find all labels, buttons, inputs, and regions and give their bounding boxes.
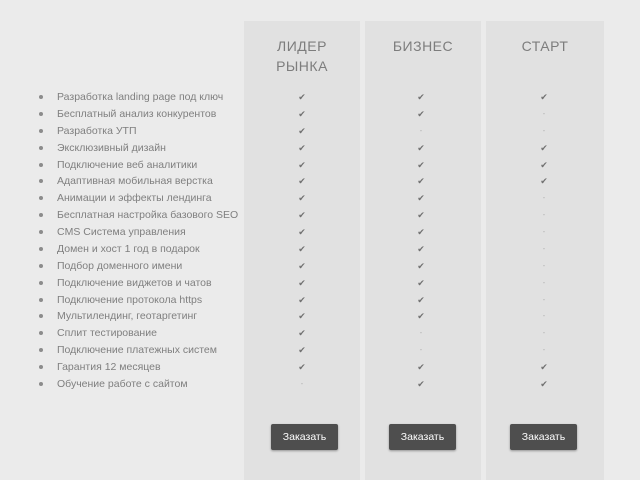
check-icon: ✔ <box>540 378 548 389</box>
check-icon: ✔ <box>540 142 548 153</box>
bullet-icon <box>39 163 43 167</box>
plan-title-leader-line1: ЛИДЕР <box>277 38 327 54</box>
check-icon: ✔ <box>298 176 306 187</box>
feature-item <box>34 157 238 174</box>
feature-label: Эксклюзивный дизайн <box>57 141 166 154</box>
order-button-business[interactable]: Заказать <box>389 424 456 450</box>
plan-title-start: СТАРТ <box>521 38 569 54</box>
check-icon: ✔ <box>298 108 306 119</box>
dash-icon: - <box>542 210 546 220</box>
bullet-icon <box>39 314 43 318</box>
feature-item <box>34 173 238 190</box>
check-icon: ✔ <box>417 362 425 372</box>
bullet-icon <box>39 348 43 352</box>
check-icon: ✔ <box>298 260 306 271</box>
check-icon: ✔ <box>298 243 306 254</box>
feature-label: Подключение платежных систем <box>57 344 217 357</box>
feature-item <box>34 359 238 376</box>
feature-label: Анимации и эффекты лендинга <box>57 192 212 205</box>
feature-item <box>34 224 238 241</box>
check-icon: ✔ <box>298 362 306 372</box>
dash-icon: - <box>542 227 546 236</box>
check-icon: ✔ <box>298 311 306 322</box>
dash-icon: - <box>542 260 546 270</box>
check-icon: ✔ <box>417 176 425 187</box>
feature-item <box>34 325 238 342</box>
feature-label: Домен и хост 1 год в подарок <box>57 242 200 255</box>
dash-icon: - <box>542 277 546 287</box>
dash-icon: - <box>542 193 546 203</box>
check-icon: ✔ <box>417 311 425 322</box>
feature-item <box>34 308 238 325</box>
feature-item <box>34 241 238 258</box>
check-icon: ✔ <box>417 260 425 271</box>
bullet-icon <box>39 129 43 133</box>
check-icon: ✔ <box>417 294 425 305</box>
check-icon: ✔ <box>540 159 548 170</box>
dash-icon: - <box>419 345 423 355</box>
check-icon: ✔ <box>417 378 425 389</box>
feature-item <box>34 376 238 393</box>
bullet-icon <box>39 230 43 234</box>
check-icon: ✔ <box>417 142 425 153</box>
check-icon: ✔ <box>298 277 306 288</box>
check-icon: ✔ <box>540 362 548 372</box>
feature-label: Подключение веб аналитики <box>57 158 198 171</box>
dash-icon: - <box>542 108 546 118</box>
check-icon: ✔ <box>417 243 425 254</box>
feature-item <box>34 190 238 207</box>
feature-item <box>34 106 238 123</box>
dash-icon: - <box>542 294 546 304</box>
check-icon: ✔ <box>298 193 306 204</box>
feature-label: Бесплатная настройка базового SEO <box>57 209 239 222</box>
dash-icon: - <box>419 328 423 338</box>
bullet-icon <box>39 382 43 386</box>
order-button-leader[interactable]: Заказать <box>271 424 338 450</box>
feature-label: Подбор доменного имени <box>57 259 183 272</box>
feature-item <box>34 89 238 106</box>
dash-icon: - <box>419 125 423 135</box>
plan-title-business: БИЗНЕС <box>392 38 454 54</box>
check-icon: ✔ <box>417 277 425 288</box>
dash-icon: - <box>542 125 546 135</box>
order-button-start[interactable]: Заказать <box>510 424 577 450</box>
feature-label: Обучение работе с сайтом <box>57 377 188 390</box>
feature-label: CMS Система управления <box>57 226 186 238</box>
dash-icon: - <box>300 378 304 388</box>
feature-item <box>34 140 238 157</box>
check-icon: ✔ <box>298 159 306 170</box>
check-icon: ✔ <box>298 125 306 136</box>
feature-item <box>34 342 238 359</box>
plan-title-leader <box>244 36 360 76</box>
bullet-icon <box>39 331 43 335</box>
check-icon: ✔ <box>298 227 306 237</box>
check-icon: ✔ <box>417 210 425 221</box>
dash-icon: - <box>542 328 546 338</box>
bullet-icon <box>39 264 43 268</box>
feature-label: Подключение виджетов и чатов <box>57 276 212 289</box>
check-icon: ✔ <box>298 92 306 102</box>
bullet-icon <box>39 281 43 285</box>
feature-label: Подключение протокола https <box>57 293 203 306</box>
check-icon: ✔ <box>417 193 425 204</box>
feature-label: Разработка УТП <box>57 124 137 137</box>
feature-label: Сплит тестирование <box>57 327 157 340</box>
bullet-icon <box>39 95 43 99</box>
feature-label: Адаптивная мобильная верстка <box>57 175 213 188</box>
dash-icon: - <box>542 311 546 321</box>
bullet-icon <box>39 247 43 251</box>
feature-item <box>34 123 238 140</box>
feature-list <box>34 89 238 393</box>
dash-icon: - <box>542 243 546 253</box>
bullet-icon <box>39 365 43 369</box>
feature-item <box>34 275 238 292</box>
check-icon: ✔ <box>417 92 425 102</box>
feature-label: Мультилендинг, геотаргетинг <box>57 310 198 323</box>
bullet-icon <box>39 213 43 217</box>
feature-label: Гарантия 12 месяцев <box>57 361 161 373</box>
feature-item <box>34 258 238 275</box>
plan-title-leader-line2: РЫНКА <box>276 58 328 74</box>
bullet-icon <box>39 298 43 302</box>
check-icon: ✔ <box>540 92 548 102</box>
check-icon: ✔ <box>540 176 548 187</box>
bullet-icon <box>39 196 43 200</box>
check-icon: ✔ <box>417 159 425 170</box>
check-icon: ✔ <box>417 108 425 119</box>
check-icon: ✔ <box>298 210 306 221</box>
feature-label: Бесплатный анализ конкурентов <box>57 107 217 120</box>
check-icon: ✔ <box>298 142 306 153</box>
bullet-icon <box>39 179 43 183</box>
check-icon: ✔ <box>298 328 306 339</box>
check-icon: ✔ <box>417 227 425 237</box>
feature-item <box>34 292 238 309</box>
feature-item <box>34 207 238 224</box>
dash-icon: - <box>542 345 546 355</box>
bullet-icon <box>39 112 43 116</box>
check-icon: ✔ <box>298 345 306 356</box>
bullet-icon <box>39 146 43 150</box>
feature-label: Разработка landing page под ключ <box>57 91 224 103</box>
check-icon: ✔ <box>298 294 306 305</box>
